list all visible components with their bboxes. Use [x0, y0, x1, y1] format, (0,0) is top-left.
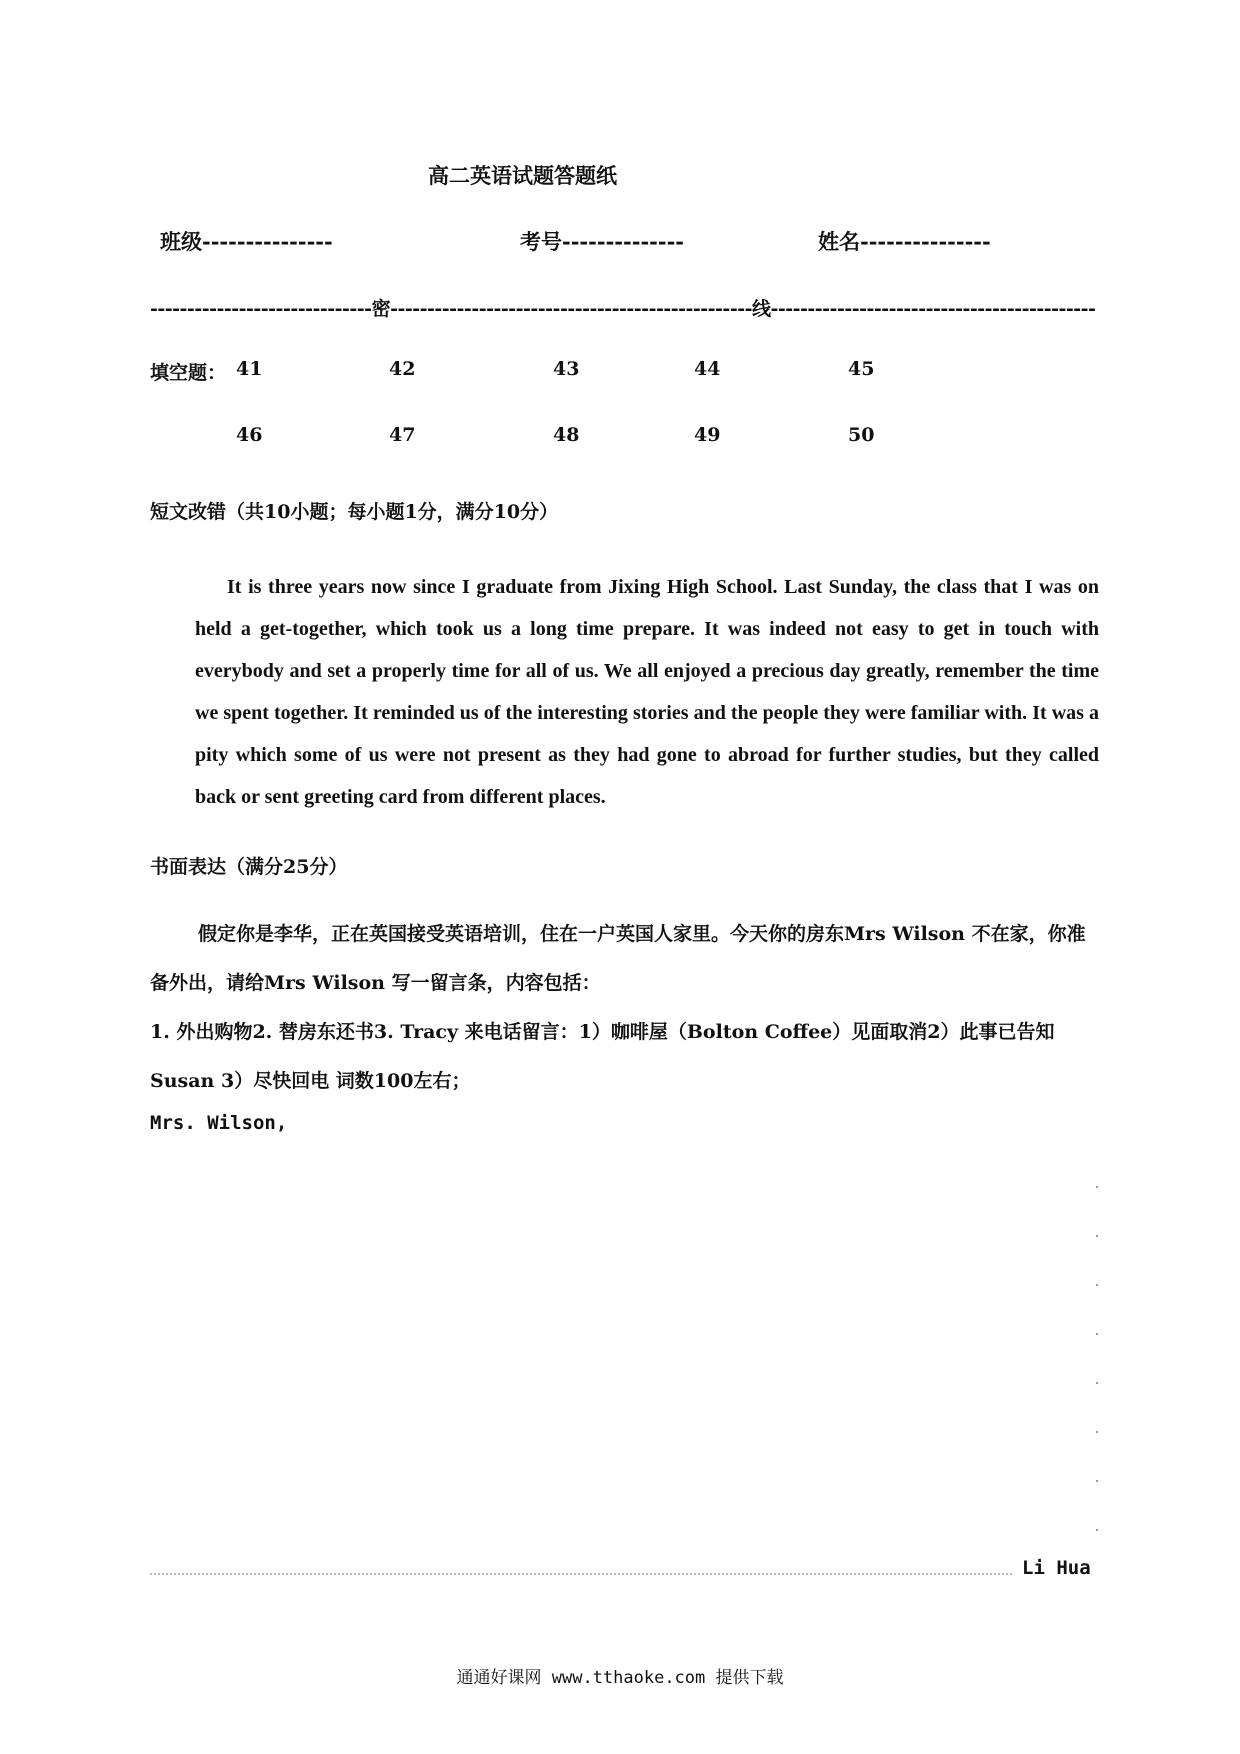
letter-greeting: Mrs. Wilson,: [150, 1112, 288, 1134]
page-footer: 通通好课网 www.tthaoke.com 提供下载: [456, 1668, 784, 1688]
exam-number-field-label: 考号--------------: [520, 229, 685, 254]
blank-number: 46: [236, 424, 263, 446]
margin-dot: [1096, 1431, 1098, 1433]
margin-dot: [1096, 1235, 1098, 1237]
margin-dot: [1096, 1529, 1098, 1531]
name-field-label: 姓名---------------: [818, 229, 991, 254]
fill-blank-label: 填空题：: [150, 362, 227, 384]
blank-number: 44: [694, 358, 721, 380]
passage-text: It is three years now since I graduate from Jixing High School. Last Sunday, the class that I was on held a get-together, which took us a long time prepare. It was indeed not easy to get in touch with everybody and set a properly time for all of us. We all enjoyed a precious day greatly, remember the time we spent together. It reminded us of the interesting stories and the people they were familiar with. It was a pity which some of us were not present as they had gone to abroad for further studies, but they called back or sent greeting card from different places.: [195, 576, 1099, 808]
page-title: 高二英语试题答题纸: [428, 163, 617, 188]
class-field-label: 班级---------------: [160, 229, 333, 254]
margin-dot: [1096, 1382, 1098, 1384]
blank-number: 50: [848, 424, 875, 446]
blank-number: 42: [389, 358, 416, 380]
seal-cut-line: ------------------------------密-------------------------------------------------线--------------------------------------------: [150, 298, 1096, 320]
blank-number: 43: [553, 358, 580, 380]
blank-number: 49: [694, 424, 721, 446]
blank-number: 41: [236, 358, 263, 380]
writing-prompt-text: 假定你是李华，正在英国接受英语培训，住在一户英国人家里。今天你的房东Mrs Wilson 不在家，你准备外出，请给Mrs Wilson 写一留言条，内容包括：: [150, 923, 1086, 994]
letter-signature: Li Hua: [1022, 1557, 1091, 1579]
blank-number: 45: [848, 358, 875, 380]
blank-number: 47: [389, 424, 416, 446]
margin-dot: [1096, 1284, 1098, 1286]
answer-dotted-line: [150, 1573, 1012, 1575]
correction-heading: 短文改错（共10小题；每小题1分，满分10分）: [150, 501, 559, 523]
blank-number: 48: [553, 424, 580, 446]
writing-prompt-items: 1. 外出购物2. 替房东还书3. Tracy 来电话留言：1）咖啡屋（Bolton Coffee）见面取消2）此事已告知Susan 3）尽快回电 词数100左右；: [150, 1021, 1055, 1092]
writing-heading: 书面表达（满分25分）: [150, 856, 348, 878]
margin-dot: [1096, 1186, 1098, 1188]
writing-prompt: [150, 910, 1100, 1106]
margin-dot: [1096, 1480, 1098, 1482]
correction-passage: [195, 566, 1099, 818]
margin-dot: [1096, 1333, 1098, 1335]
